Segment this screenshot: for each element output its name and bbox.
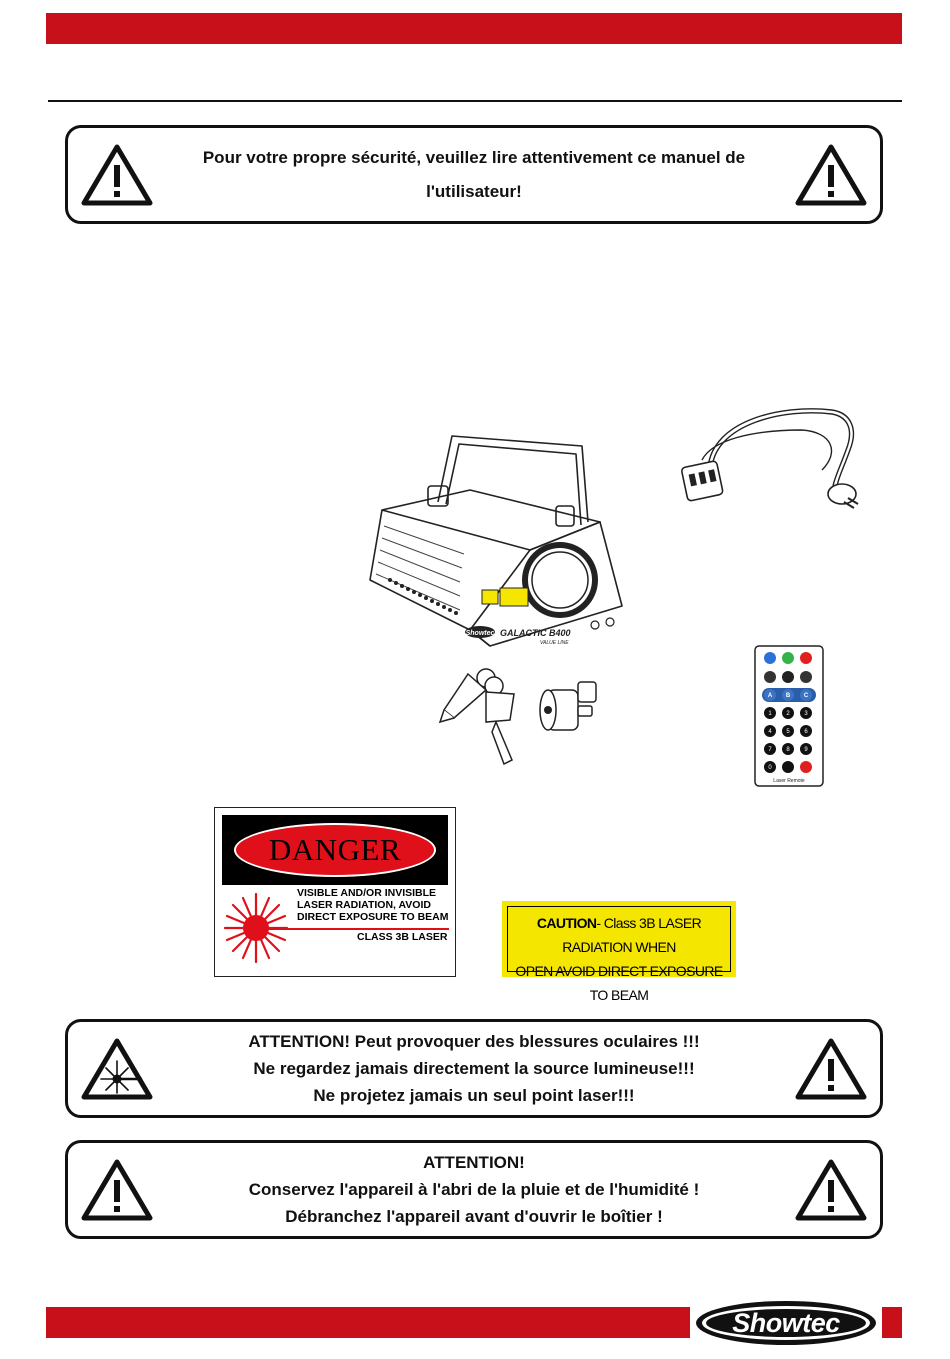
danger-header: [222, 815, 448, 885]
remote-key-9: 9: [804, 747, 808, 753]
warning-triangle-icon: [794, 143, 868, 207]
remote-key-7: 7: [768, 747, 772, 753]
device-brand-label: Showtec: [465, 630, 495, 637]
remote-key-5: 5: [786, 729, 790, 735]
moisture-warning-line1: ATTENTION!: [423, 1153, 525, 1172]
safety-notice-text: [168, 128, 780, 221]
device-model-label: GALACTIC B400: [500, 628, 571, 638]
caution-line1-rest: - Class 3B LASER RADIATION WHEN: [562, 915, 702, 955]
safety-notice-box: [65, 125, 883, 224]
eye-warning-line1: ATTENTION! Peut provoquer des blessures oculaires !!!: [248, 1032, 700, 1051]
caution-label: [502, 901, 736, 1003]
danger-red-line: [259, 928, 449, 930]
laser-hazard-icon: [80, 1037, 154, 1101]
remote-key-1: 1: [768, 711, 772, 717]
footer-red-bar-end: [882, 1307, 902, 1338]
caution-line1: [508, 911, 730, 959]
remote-key-2: 2: [786, 711, 790, 717]
warning-triangle-icon: [794, 1158, 868, 1222]
laser-unit-illustration: [360, 430, 650, 655]
remote-key-0: 0: [768, 765, 772, 771]
eye-warning-line3: Ne projetez jamais un seul point laser!!!: [313, 1086, 635, 1105]
danger-text-line1: VISIBLE AND/OR INVISIBLE: [297, 887, 437, 899]
danger-title: DANGER: [234, 823, 436, 877]
warning-triangle-icon: [80, 143, 154, 207]
footer-red-bar: [46, 1307, 690, 1338]
remote-control-illustration: [754, 645, 824, 787]
danger-text-line3: DIRECT EXPOSURE TO BEAM: [297, 911, 449, 923]
eye-warning-line2: Ne regardez jamais directement la source lumineuse!!!: [253, 1059, 695, 1078]
caution-word: CAUTION: [536, 915, 597, 931]
moisture-warning-box: [65, 1140, 883, 1239]
moisture-warning-text: [168, 1143, 780, 1236]
remote-key-c: C: [803, 693, 809, 699]
footer-logo-text: Showtec: [732, 1308, 840, 1338]
warning-triangle-icon: [80, 1158, 154, 1222]
danger-label: [214, 807, 456, 977]
caution-line2: OPEN AVOID DIRECT EXPOSURE TO BEAM: [515, 963, 723, 1003]
remote-key-a: A: [767, 693, 773, 699]
eye-warning-box: [65, 1019, 883, 1118]
power-cable-illustration: [672, 400, 867, 515]
remote-key-3: 3: [804, 711, 808, 717]
header-red-bar: [46, 13, 902, 44]
keys-illustration: [436, 660, 611, 765]
danger-class-text: CLASS 3B LASER: [357, 931, 448, 943]
eye-warning-text: [168, 1022, 780, 1115]
moisture-warning-line3: Débranchez l'appareil avant d'ouvrir le boîtier !: [285, 1207, 663, 1226]
device-series-label: VALUE LINE: [540, 640, 569, 646]
moisture-warning-line2: Conservez l'appareil à l'abri de la pluie et de l'humidité !: [248, 1180, 700, 1199]
header-divider: [48, 100, 902, 102]
remote-key-4: 4: [768, 729, 772, 735]
warning-triangle-icon: [794, 1037, 868, 1101]
showtec-logo: [694, 1299, 878, 1347]
remote-key-6: 6: [804, 729, 808, 735]
remote-label: Laser Remote: [773, 778, 805, 784]
danger-text-line2: LASER RADIATION, AVOID: [297, 899, 431, 911]
remote-key-8: 8: [786, 747, 790, 753]
remote-key-b: B: [785, 693, 791, 699]
safety-notice-line2: l'utilisateur!: [426, 181, 522, 201]
safety-notice-line1: Pour votre propre sécurité, veuillez lire attentivement ce manuel de: [202, 147, 746, 167]
